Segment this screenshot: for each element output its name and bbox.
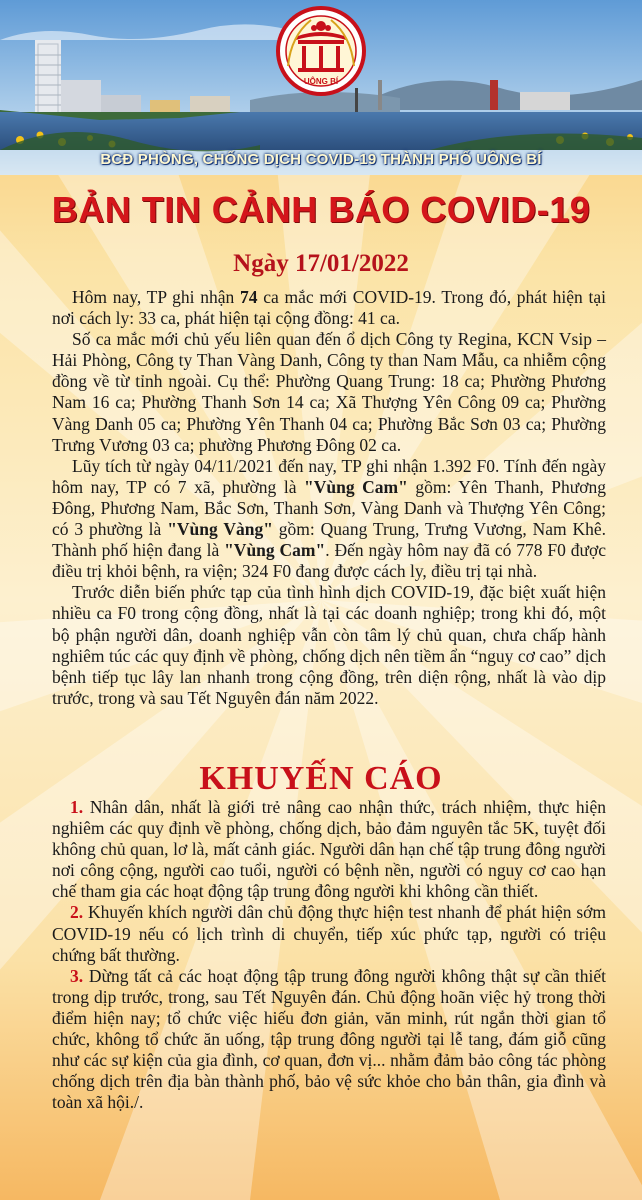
news-paragraph-3: Lũy tích từ ngày 04/11/2021 đến nay, TP ghi nhận 1.392 F0. Tính đến ngày hôm nay, TP có 7 xã, phường là "Vùng Cam" gồm: Yên Thanh, Phương Đông, Phương Nam, Bắc Sơn, Thanh Sơn, Vàng Danh và Thượng Yên Công; có 3 phường là "Vùng Vàng" gồm: Quang Trung, Trưng Vương, Nam Khê. Thành phố hiện đang là "Vùng Cam". Đến ngày hôm nay đã có 778 F0 được điều trị khỏi bệnh, ra viện; 324 F0 đang được cách ly, điều trị tại nhà. — [52, 455, 607, 582]
header-photo — [0, 0, 642, 175]
page-title: BẢN TIN CẢNH BÁO COVID-19 — [51, 189, 591, 230]
bulletin-date: Ngày 17/01/2022 — [233, 250, 409, 277]
news-paragraph-2: Số ca mắc mới chủ yếu liên quan đến ổ dịch Công ty Regina, KCN Vsip – Hải Phòng, Công ty Than Vàng Danh, Công ty than Nam Mẫu, ca nhiễm cộng đồng về từ tỉnh ngoài. Cụ thể: Phường Quang Trung: 18 ca; Phường Phương Nam 16 ca; Phường Thanh Sơn 14 ca; Xã Thượng Yên Công 09 ca; Phường Vàng Danh 05 ca; Phường Yên Thanh 04 ca; Phường Bắc Sơn 03 ca; Phường Trưng Vương 03 ca; phường Phương Đông 02 ca. — [52, 329, 606, 455]
uong-bi-logo — [276, 6, 366, 96]
news-body — [52, 287, 606, 709]
banner-committee: BCĐ PHÒNG, CHỐNG DỊCH COVID-19 THÀNH PHỐ UÔNG BÍ — [100, 151, 542, 168]
news-paragraph-1: Hôm nay, TP ghi nhận 74 ca mắc mới COVID-19. Trong đó, phát hiện tại nơi cách ly: 33 ca, phát hiện tại cộng đồng: 41 ca. — [52, 287, 607, 329]
news-paragraph-4: Trước diễn biến phức tạp của tình hình dịch COVID-19, đặc biệt xuất hiện nhiều ca F0 trong cộng đồng, nhất là tại các doanh nghiệp; trong khi đó, một bộ phận người dân, doanh nghiệp vẫn còn tâm lý chủ quan, chưa chấp hành nghiêm túc các quy định về phòng, chống dịch nên tiềm ẩn “nguy cơ cao” dịch bệnh tiếp tục lây lan nhanh trong cộng đồng, trên diện rộng, nhất là vào dịp trước, trong và sau Tết Nguyên đán năm 2022. — [52, 582, 606, 708]
recommendation-item: 2. Khuyến khích người dân chủ động thực hiện test nhanh để phát hiện sớm COVID-19 nếu có lịch trình di chuyển, tiếp xúc phức tạp, người có triệu chứng bất thường. — [52, 902, 606, 965]
recommendation-item: 3. Dừng tất cả các hoạt động tập trung đông người không thật sự cần thiết trong dịp trước, trong, sau Tết Nguyên đán. Chủ động hoãn việc hỷ trong thời điểm hiện nay; tổ chức việc hiếu đơn giản, văn minh, rút ngắn thời gian tổ chức, không tổ chức ăn uống, tập trung đông người tại lễ tang, đám giỗ cũng như các sự kiện của gia đình, cơ quan, đơn vị... nhằm đảm bảo công tác phòng chống dịch trên địa bàn thành phố, bảo vệ sức khỏe cho bản thân, gia đình và toàn xã hội./. — [52, 965, 606, 1113]
recommendations-heading: KHUYẾN CÁO — [199, 760, 443, 797]
recommendation-item: 1. Nhân dân, nhất là giới trẻ nâng cao nhận thức, trách nhiệm, thực hiện nghiêm các quy định về phòng, chống dịch, bảo đảm nguyên tắc 5K, tuyệt đối không chủ quan, lơ là, mất cảnh giác. Người dân hạn chế tập trung đông người nơi công cộng, người cao tuổi, người có bệnh nền, người có nguy cơ cao hạn chế tham gia các hoạt động tập trung đông người khi không cần thiết. — [52, 797, 606, 902]
recommendations-list — [52, 797, 606, 1113]
logo-text: UÔNG BÍ — [303, 77, 339, 86]
